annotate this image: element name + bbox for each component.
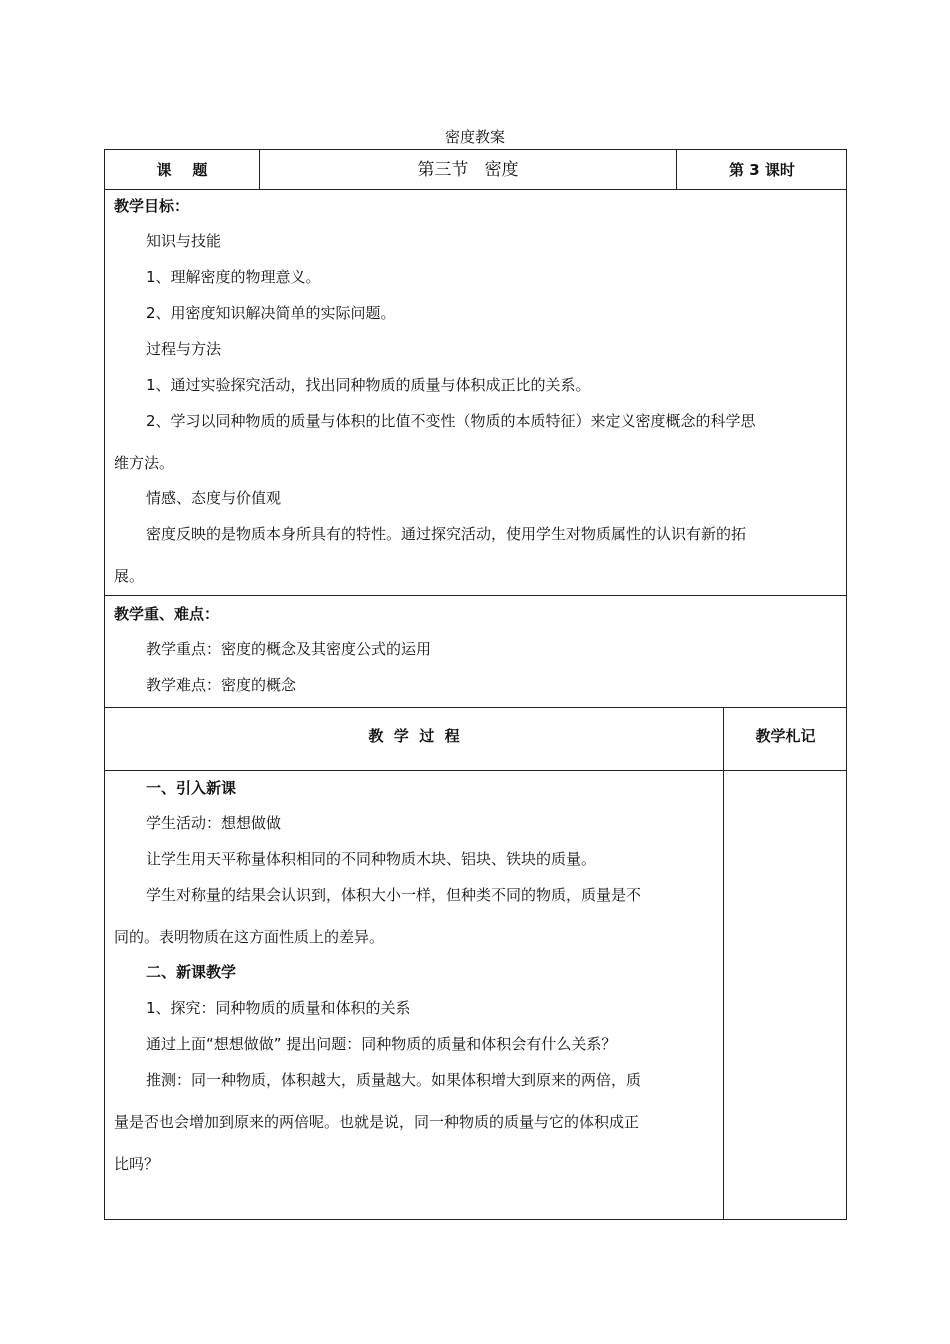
- process-heading-title: 教 学 过 程: [368, 727, 460, 745]
- process-item-2-cont: 维方法。: [114, 454, 175, 472]
- difficult-point: 教学难点：密度的概念: [146, 676, 297, 694]
- process-body: [104, 770, 847, 1220]
- section-1-heading: 一、引入新课: [146, 779, 237, 797]
- section-1-para-2: 学生对称量的结果会认识到，体积大小一样，但种类不同的物质，质量是不: [146, 886, 642, 904]
- section-1-para-2-cont: 同的。表明物质在这方面性质上的差异。: [114, 928, 385, 946]
- section-2-para-2: 推测：同一种物质，体积越大，质量越大。如果体积增大到原来的两倍，质: [146, 1071, 642, 1089]
- section-2-para-2-cont-1: 量是否也会增加到原来的两倍呢。也就是说，同一种物质的质量与它的体积成正: [114, 1113, 640, 1131]
- section-2-item-1: 1、探究：同种物质的质量和体积的关系: [146, 999, 411, 1017]
- section-1-para-1: 让学生用天平称量体积相同的不同种物质木块、铝块、铁块的质量。: [146, 850, 597, 868]
- topic-label: 课 题: [156, 161, 208, 179]
- process-heading: 过程与方法: [146, 340, 222, 358]
- attitude-text: 密度反映的是物质本身所具有的特性。通过探究活动，使用学生对物质属性的认识有新的拓: [146, 525, 747, 543]
- topic-title: 第三节 密度: [417, 160, 519, 180]
- knowledge-item-1: 1、理解密度的物理意义。: [146, 268, 321, 286]
- document-title: 密度教案: [444, 128, 505, 146]
- class-period: 第 3 课时: [729, 161, 795, 179]
- process-item-1: 1、通过实验探究活动，找出同种物质的质量与体积成正比的关系。: [146, 376, 591, 394]
- attitude-heading: 情感、态度与价值观: [146, 489, 282, 507]
- section-2-para-1: 通过上面“想想做做” 提出问题：同种物质的质量和体积会有什么关系？: [146, 1035, 617, 1053]
- student-activity: 学生活动：想想做做: [146, 814, 282, 832]
- key-point: 教学重点：密度的概念及其密度公式的运用: [146, 640, 432, 658]
- notes-heading: 教学札记: [755, 727, 816, 745]
- attitude-text-cont: 展。: [114, 567, 145, 585]
- knowledge-item-2: 2、用密度知识解决简单的实际问题。: [146, 304, 396, 322]
- goals-heading: 教学目标：: [114, 197, 190, 215]
- knowledge-heading: 知识与技能: [146, 232, 222, 250]
- key-points-heading: 教学重、难点：: [114, 605, 220, 623]
- section-2-para-2-cont-2: 比吗？: [114, 1155, 160, 1173]
- process-item-2: 2、学习以同种物质的质量与体积的比值不变性（物质的本质特征）来定义密度概念的科学思: [146, 412, 756, 430]
- section-2-heading: 二、新课教学: [146, 963, 237, 981]
